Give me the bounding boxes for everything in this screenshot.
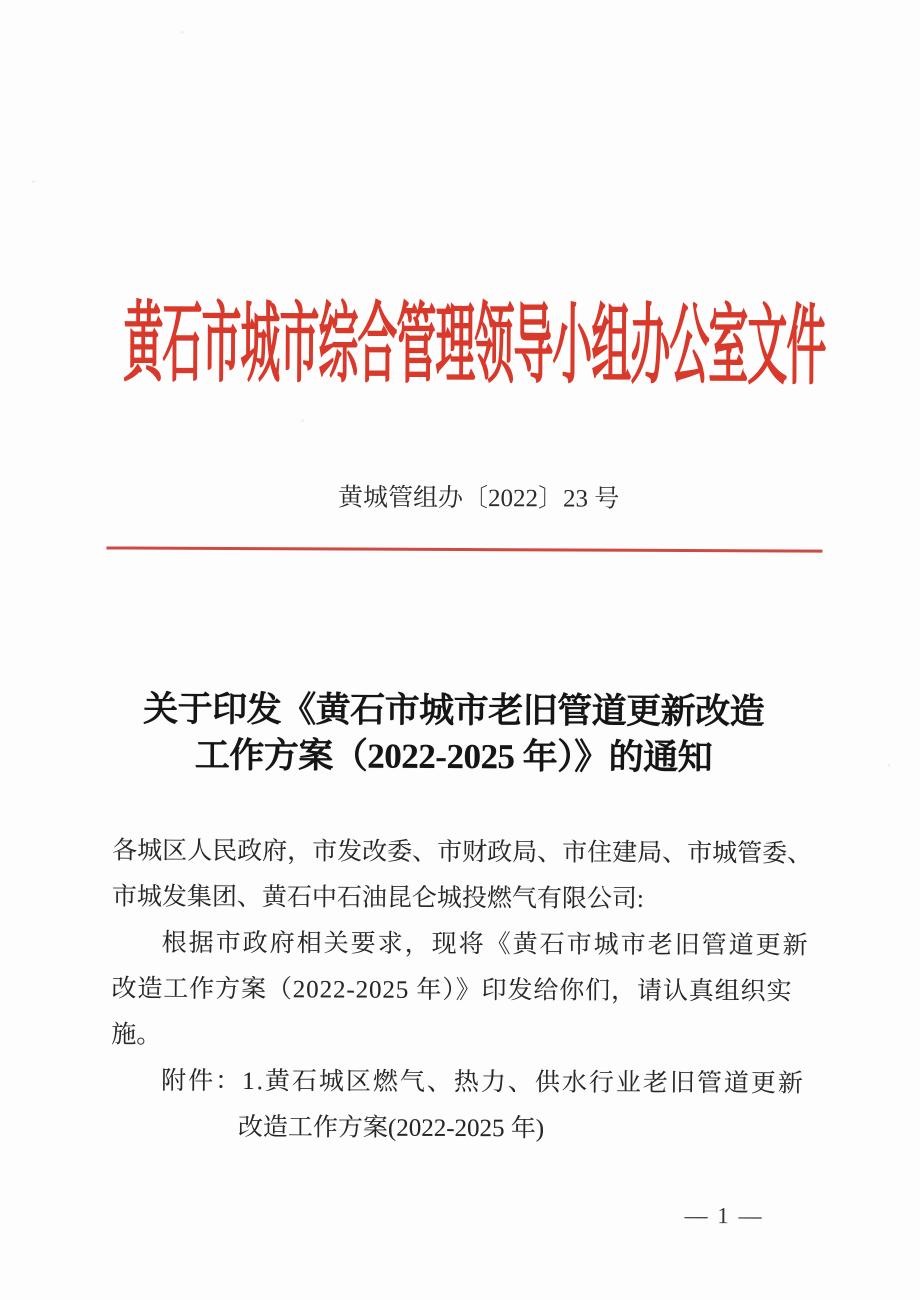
body-paragraph-line: 改造工作方案（2022-2025 年）》印发给你们，请认真组织实 xyxy=(111,975,793,1006)
scan-speck xyxy=(301,419,304,422)
body-paragraph-line: 施。 xyxy=(111,1021,162,1049)
document-number: 黄城管组办〔2022〕23 号 xyxy=(337,484,620,513)
attachment-line: 改造工作方案(2022-2025 年) xyxy=(237,1114,545,1143)
salutation-line: 各城区人民政府，市发改委、市财政局、市住建局、市城管委、 xyxy=(112,837,813,868)
notice-title-line1: 关于印发《黄石市城市老旧管道更新改造 xyxy=(143,689,765,732)
body-paragraph-line: 根据市政府相关要求，现将《黄石市城市老旧管道更新 xyxy=(161,929,810,960)
scan-speck xyxy=(32,180,35,183)
attachment-line: 附件：1.黄石城区燃气、热力、供水行业老旧管道更新 xyxy=(161,1067,805,1098)
notice-title xyxy=(0,686,914,782)
page-number: — 1 — xyxy=(684,1202,764,1229)
notice-body xyxy=(111,828,827,1153)
scan-speck xyxy=(887,764,890,767)
scan-speck xyxy=(181,31,184,34)
salutation-line: 市城发集团、黄石中石油昆仑城投燃气有限公司: xyxy=(111,883,644,913)
document-banner: 黄石市城市综合管理领导小组办公室文件 xyxy=(123,293,826,396)
red-separator-line xyxy=(106,546,822,552)
notice-title-line2: 工作方案（2022-2025 年）》的通知 xyxy=(194,735,713,778)
